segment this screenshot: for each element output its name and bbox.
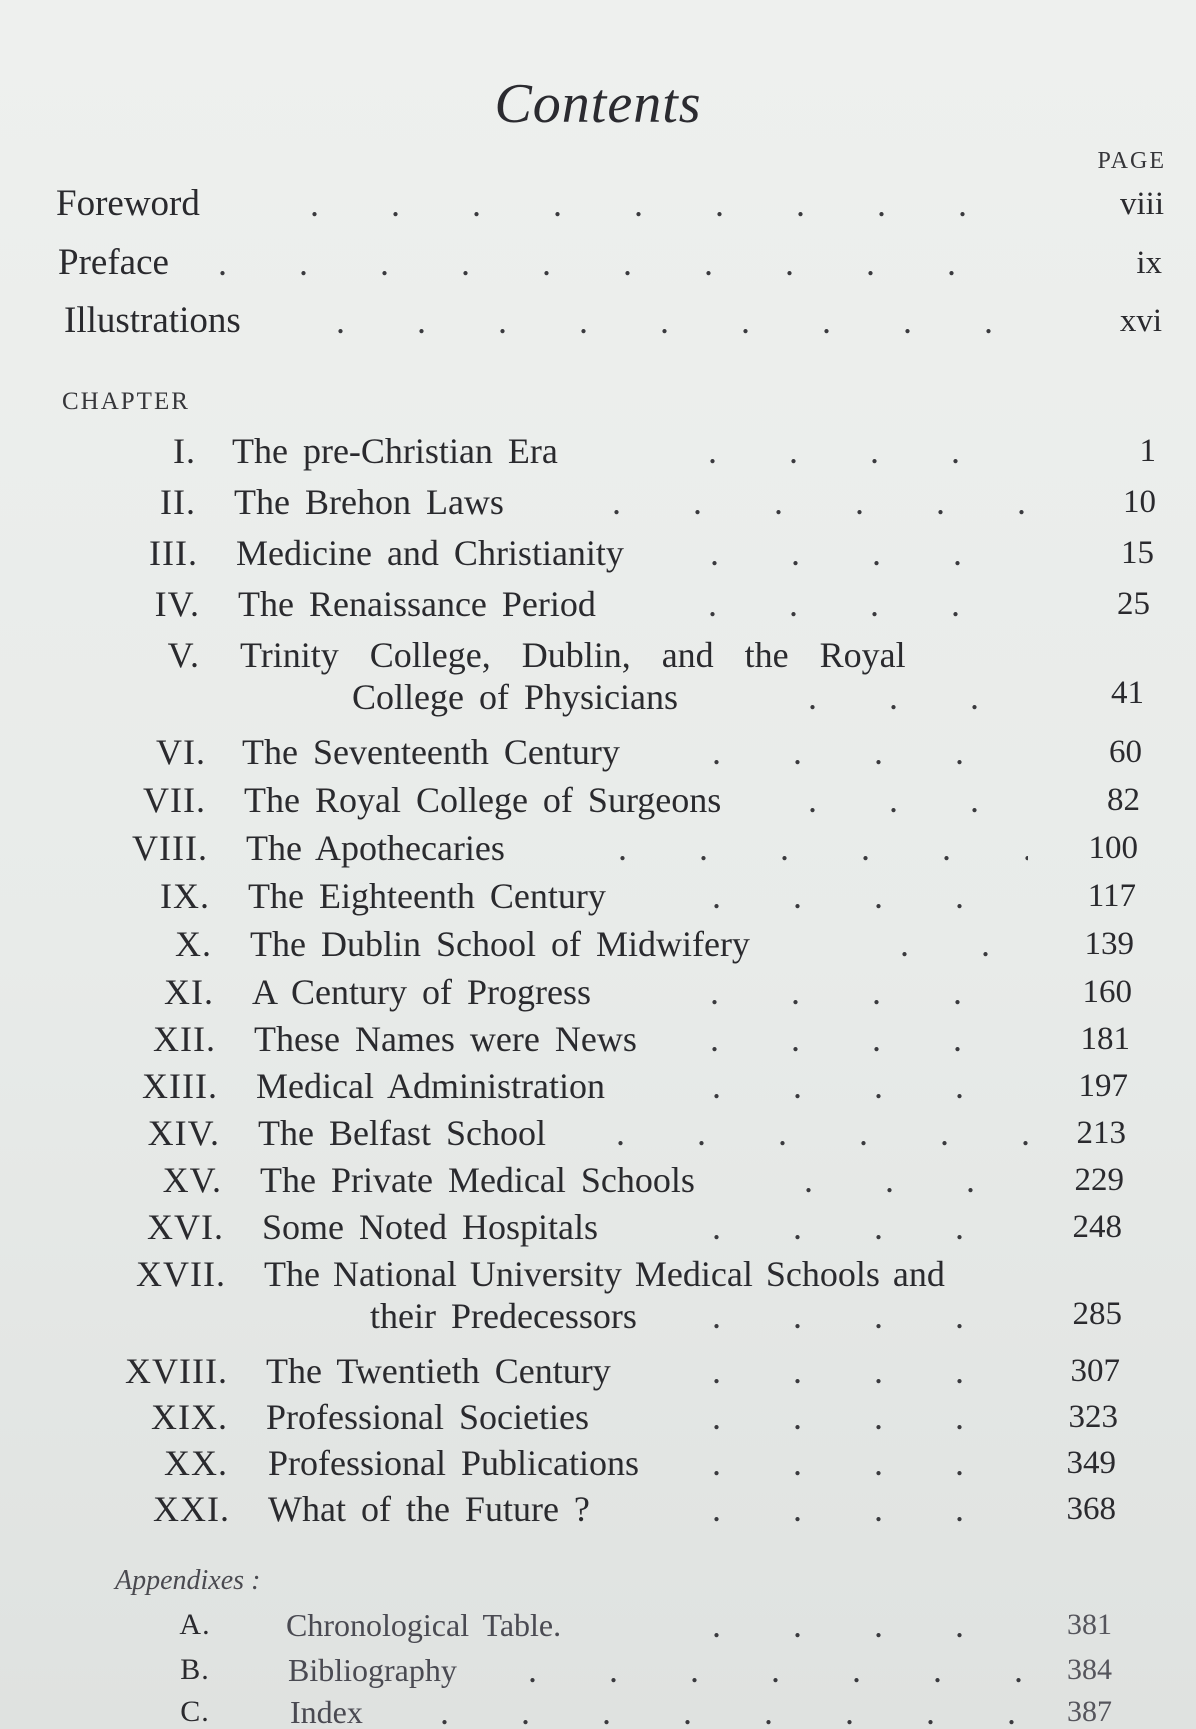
chapter-entry	[0, 1395, 1196, 1439]
leader-dots	[708, 429, 1028, 473]
chapter-entry	[0, 1252, 1196, 1342]
leader-dots	[808, 675, 1028, 719]
chapter-page: 285	[1072, 1296, 1122, 1332]
chapter-title: What of the Future ?	[268, 1489, 590, 1529]
chapter-title: These Names were News	[254, 1019, 637, 1059]
entry-page: xvi	[1119, 303, 1162, 339]
entry-page: viii	[1119, 186, 1164, 222]
chapter-page: 323	[1068, 1399, 1118, 1435]
chapter-title: Medical Administration	[256, 1066, 605, 1106]
appendix-title: Bibliography	[288, 1652, 457, 1688]
chapter-page: 349	[1066, 1445, 1116, 1481]
chapter-entry	[0, 633, 1196, 723]
chapter-entry	[0, 1349, 1196, 1393]
chapter-title: The Renaissance Period	[238, 584, 596, 624]
leader-dots	[710, 1017, 1028, 1061]
entry-title: Foreword	[56, 183, 200, 224]
appendix-page: 387	[1067, 1695, 1112, 1728]
chapter-number: X.	[175, 924, 212, 964]
chapter-entry	[0, 480, 1196, 524]
leader-dots	[616, 1111, 1028, 1155]
chapter-entry	[0, 1064, 1196, 1108]
chapter-entry	[0, 1441, 1196, 1485]
chapter-entry	[0, 531, 1196, 575]
chapter-entry	[0, 429, 1196, 473]
chapter-page: 160	[1082, 974, 1132, 1010]
chapter-page: 139	[1084, 926, 1134, 962]
chapter-column-header: CHAPTER	[62, 388, 190, 415]
appendix-letter: B.	[180, 1653, 210, 1686]
chapter-entry	[0, 1158, 1196, 1202]
leader-dots	[528, 1648, 1028, 1692]
leader-dots	[712, 1487, 1028, 1531]
entry-page: ix	[1136, 245, 1162, 281]
chapter-entry	[0, 1017, 1196, 1061]
chapter-page: 229	[1074, 1162, 1124, 1198]
chapter-title: The Twentieth Century	[266, 1351, 611, 1391]
appendix-entry	[0, 1648, 1196, 1692]
chapter-title: Professional Societies	[266, 1397, 589, 1437]
chapter-title: The Seventeenth Century	[242, 732, 620, 772]
appendix-title: Chronological Table.	[286, 1607, 562, 1643]
leader-dots	[712, 1395, 1028, 1439]
chapter-title: The Private Medical Schools	[260, 1160, 695, 1200]
chapter-number: XV.	[162, 1160, 222, 1200]
leader-dots	[712, 1603, 1028, 1647]
chapter-page: 181	[1080, 1021, 1130, 1057]
chapter-number: XIX.	[151, 1397, 228, 1437]
chapter-entry	[0, 582, 1196, 626]
chapter-title: The National University Medical Schools and	[264, 1254, 945, 1294]
chapter-page: 307	[1070, 1353, 1120, 1389]
leader-dots	[712, 1294, 1028, 1338]
leader-dots	[712, 1349, 1028, 1393]
chapter-title: Some Noted Hospitals	[262, 1207, 598, 1247]
chapter-title: The Royal College of Surgeons	[244, 780, 722, 820]
chapter-entry	[0, 922, 1196, 966]
leader-dots	[708, 582, 1028, 626]
entry-title: Illustrations	[64, 300, 241, 341]
chapter-title: The Dublin School of Midwifery	[250, 924, 750, 964]
chapter-entry	[0, 1205, 1196, 1249]
entry-title: Preface	[58, 242, 169, 283]
chapter-page: 15	[1121, 535, 1154, 571]
leader-dots	[712, 730, 1028, 774]
chapter-title-continued: College of Physicians	[352, 677, 678, 717]
front-matter-entry	[0, 299, 1196, 343]
page-column-header: PAGE	[1097, 148, 1166, 174]
chapter-page: 41	[1111, 675, 1144, 711]
chapter-number: XVII.	[136, 1254, 226, 1294]
chapter-page: 1	[1139, 433, 1156, 469]
front-matter-entry	[0, 182, 1196, 226]
leader-dots	[900, 922, 1028, 966]
chapter-page: 368	[1066, 1491, 1116, 1527]
chapter-entry	[0, 778, 1196, 822]
chapter-number: II.	[160, 482, 196, 522]
appendix-title: Index	[290, 1694, 363, 1729]
chapter-number: I.	[173, 431, 196, 471]
chapter-number: VII.	[143, 780, 206, 820]
chapter-title: The Apothecaries	[246, 828, 505, 868]
chapter-number: XIII.	[142, 1066, 218, 1106]
leader-dots	[808, 778, 1028, 822]
chapter-number: III.	[149, 533, 198, 573]
chapter-number: XXI.	[153, 1489, 230, 1529]
leader-dots	[804, 1158, 1028, 1202]
chapter-title: Medicine and Christianity	[236, 533, 624, 573]
chapter-entry	[0, 826, 1196, 870]
chapter-title-continued: their Predecessors	[370, 1296, 637, 1336]
front-matter-entry	[0, 241, 1196, 285]
chapter-page: 10	[1123, 484, 1156, 520]
leader-dots	[712, 1064, 1028, 1108]
leader-dots	[712, 1205, 1028, 1249]
chapter-number: XIV.	[147, 1113, 220, 1153]
chapter-title: The Eighteenth Century	[248, 876, 606, 916]
chapter-title: Professional Publications	[268, 1443, 639, 1483]
appendix-page: 381	[1067, 1608, 1112, 1641]
chapter-number: XVIII.	[125, 1351, 228, 1391]
leader-dots	[440, 1690, 1028, 1729]
chapter-page: 248	[1072, 1209, 1122, 1245]
chapter-number: XII.	[153, 1019, 216, 1059]
chapter-title: The Belfast School	[258, 1113, 546, 1153]
chapter-number: IX.	[160, 876, 210, 916]
leader-dots	[712, 1441, 1028, 1485]
chapter-page: 25	[1117, 586, 1150, 622]
chapter-entry	[0, 1111, 1196, 1155]
chapter-number: IV.	[154, 584, 200, 624]
chapter-number: VIII.	[132, 828, 208, 868]
chapter-number: XX.	[164, 1443, 228, 1483]
leader-dots	[710, 970, 1028, 1014]
leader-dots	[618, 826, 1028, 870]
appendix-entry	[0, 1603, 1196, 1647]
chapter-page: 60	[1109, 734, 1142, 770]
leader-dots	[612, 480, 1028, 524]
chapter-entry	[0, 970, 1196, 1014]
appendix-entry	[0, 1690, 1196, 1729]
chapter-number: XVI.	[147, 1207, 224, 1247]
leader-dots	[336, 299, 1036, 343]
appendix-letter: C.	[180, 1695, 210, 1728]
leader-dots	[310, 182, 1030, 226]
chapter-page: 197	[1078, 1068, 1128, 1104]
appendix-letter: A.	[179, 1608, 211, 1641]
chapter-number: XI.	[164, 972, 214, 1012]
chapter-page: 213	[1076, 1115, 1126, 1151]
appendixes-header: Appendixes :	[115, 1565, 261, 1596]
chapter-number: V.	[167, 635, 200, 675]
chapter-title: Trinity College, Dublin, and the Royal	[240, 635, 906, 675]
chapter-number: VI.	[156, 732, 206, 772]
chapter-entry	[0, 730, 1196, 774]
chapter-entry	[0, 1487, 1196, 1531]
chapter-title: The pre-Christian Era	[232, 431, 558, 471]
chapter-title: The Brehon Laws	[234, 482, 504, 522]
chapter-page: 82	[1107, 782, 1140, 818]
leader-dots	[710, 531, 1028, 575]
appendix-page: 384	[1067, 1653, 1112, 1686]
page-title: Contents	[494, 73, 702, 135]
chapter-entry	[0, 874, 1196, 918]
chapter-page: 117	[1087, 878, 1136, 914]
leader-dots	[712, 874, 1028, 918]
chapter-page: 100	[1088, 830, 1138, 866]
leader-dots	[218, 241, 1030, 285]
chapter-title: A Century of Progress	[252, 972, 591, 1012]
